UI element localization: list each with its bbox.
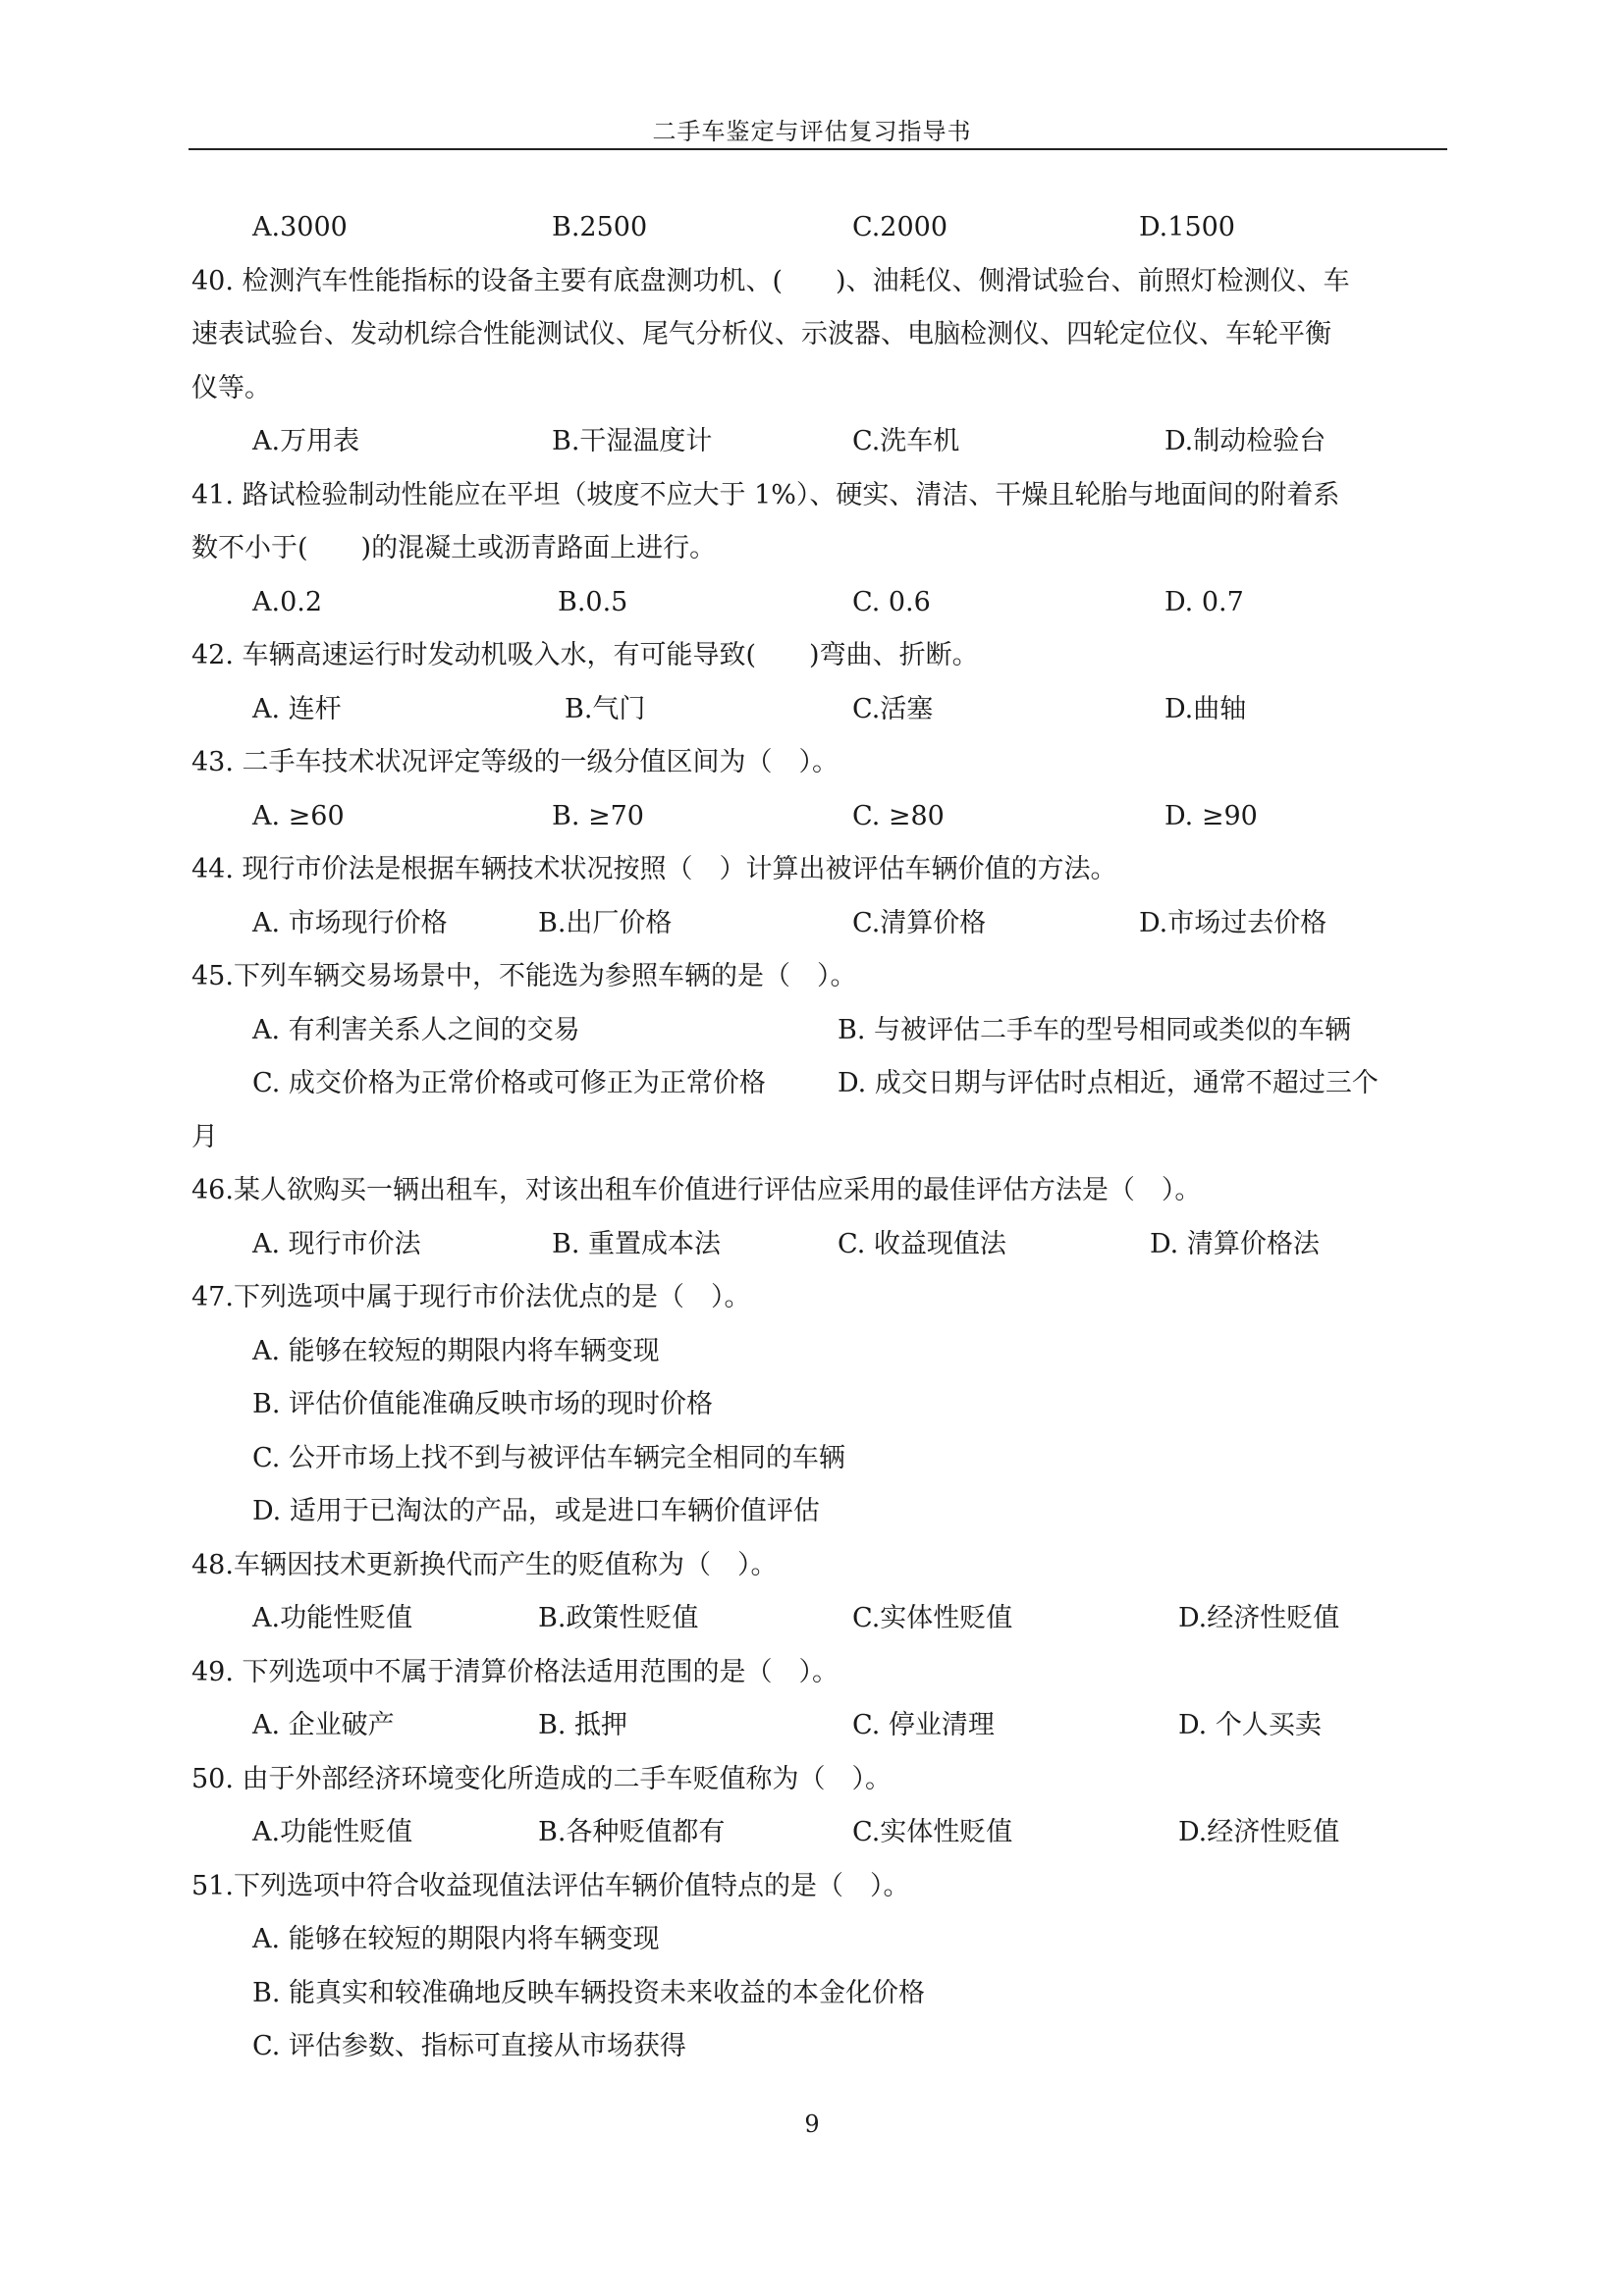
q40-stem-line1: 40. 检测汽车性能指标的设备主要有底盘测功机、( )、油耗仪、侧滑试验台、前照灯检测仪、车 [191,265,1350,296]
q50-option-a: A.功能性贬值 [252,1817,413,1847]
q47-option-b-row [189,1378,1456,1432]
q47-option-c-row [189,1432,1456,1486]
q40-options [189,415,1456,469]
q44-option-c: C.清算价格 [852,907,987,938]
q51-option-c: C. 评估参数、指标可直接从市场获得 [252,2031,686,2061]
q45-option-a: A. 有利害关系人之间的交易 [252,1014,580,1045]
q46-option-a: A. 现行市价法 [252,1228,421,1259]
q44-option-b: B.出厂价格 [538,907,673,938]
q48-option-c: C.实体性贬值 [852,1603,1013,1633]
q43-option-c: C. ≥80 [852,800,945,831]
q40-option-a: A.万用表 [252,426,360,456]
q40-stem-line2: 速表试验台、发动机综合性能测试仪、尾气分析仪、示波器、电脑检测仪、四轮定位仪、车轮平衡 [191,319,1331,349]
q41-stem-line2: 数不小于( )的混凝土或沥青路面上进行。 [191,533,717,563]
q49-option-d: D. 个人买卖 [1178,1710,1322,1740]
q46-option-b: B. 重置成本法 [552,1228,722,1259]
q42-stem: 42. 车辆高速运行时发动机吸入水，有可能导致( )弯曲、折断。 [191,640,979,670]
q51-option-b: B. 能真实和较准确地反映车辆投资未来收益的本金化价格 [252,1977,926,2008]
q45-options-row2 [189,1057,1456,1111]
q41-option-d: D. 0.7 [1164,586,1244,617]
q47-option-a-row [189,1325,1456,1379]
q46-option-c: C. 收益现值法 [838,1228,1006,1259]
q41-option-c: C. 0.6 [852,586,931,617]
q45-stem: 45.下列车辆交易场景中，不能选为参照车辆的是（ ）。 [191,961,857,991]
q43-options [189,790,1456,844]
q51-stem: 51.下列选项中符合收益现值法评估车辆价值特点的是（ ）。 [191,1870,910,1901]
q45-option-d: D. 成交日期与评估时点相近，通常不超过三个 [838,1068,1379,1098]
q43-option-b: B. ≥70 [552,800,644,831]
q41-options [189,576,1456,630]
q39-option-d: D.1500 [1139,212,1235,242]
q51-option-b-row [189,1967,1456,2021]
q47-option-d: D. 适用于已淘汰的产品，或是进口车辆价值评估 [252,1496,820,1526]
q45-option-d-wrap: 月 [191,1121,218,1152]
q39-option-b: B.2500 [552,212,648,242]
q40-option-b: B.干湿温度计 [552,426,713,456]
q44-options [189,897,1456,951]
header-rule [189,148,1447,150]
q40-stem-line3: 仪等。 [191,372,271,403]
q45-option-b: B. 与被评估二手车的型号相同或类似的车辆 [838,1014,1352,1045]
question-list [189,201,1456,2074]
q42-option-a: A. 连杆 [252,693,342,724]
q41-option-b: B.0.5 [558,586,628,617]
q39-option-a: A.3000 [252,212,348,242]
q42-option-c: C.活塞 [852,693,934,724]
q47-option-c: C. 公开市场上找不到与被评估车辆完全相同的车辆 [252,1442,845,1473]
q43-option-a: A. ≥60 [252,800,345,831]
q49-option-b: B. 抵押 [538,1710,628,1740]
q48-option-a: A.功能性贬值 [252,1603,413,1633]
q44-stem: 44. 现行市价法是根据车辆技术状况按照（ ）计算出被评估车辆价值的方法。 [191,854,1117,884]
q48-options [189,1592,1456,1646]
q40-option-c: C.洗车机 [852,426,960,456]
q50-option-b: B.各种贬值都有 [538,1817,726,1847]
q51-option-c-row [189,2020,1456,2074]
q41-stem-line1: 41. 路试检验制动性能应在平坦（坡度不应大于 1%）、硬实、清洁、干燥且轮胎与地面间的附着系 [191,479,1340,510]
q49-stem: 49. 下列选项中不属于清算价格法适用范围的是（ ）。 [191,1656,839,1687]
q51-option-a-row [189,1913,1456,1967]
q49-options [189,1699,1456,1753]
q47-option-b: B. 评估价值能准确反映市场的现时价格 [252,1389,714,1419]
q39-option-c: C.2000 [852,212,947,242]
q40-option-d: D.制动检验台 [1164,426,1326,456]
q45-options-row1 [189,1004,1456,1058]
q47-option-d-row [189,1485,1456,1539]
q49-option-a: A. 企业破产 [252,1710,395,1740]
q42-option-b: B.气门 [565,693,646,724]
q43-option-d: D. ≥90 [1164,800,1258,831]
q50-option-c: C.实体性贬值 [852,1817,1013,1847]
q41-option-a: A.0.2 [252,586,323,617]
q42-option-d: D.曲轴 [1164,693,1247,724]
running-header: 二手车鉴定与评估复习指导书 [652,118,972,145]
q39-options [189,201,1456,255]
q47-option-a: A. 能够在较短的期限内将车辆变现 [252,1335,660,1366]
q50-option-d: D.经济性贬值 [1178,1817,1340,1847]
q43-stem: 43. 二手车技术状况评定等级的一级分值区间为（ ）。 [191,747,839,777]
q51-option-a: A. 能够在较短的期限内将车辆变现 [252,1924,660,1954]
q46-stem: 46.某人欲购买一辆出租车，对该出租车价值进行评估应采用的最佳评估方法是（ ）。 [191,1175,1202,1205]
q44-option-d: D.市场过去价格 [1139,907,1327,938]
q42-options [189,683,1456,737]
q45-option-c: C. 成交价格为正常价格或可修正为正常价格 [252,1068,766,1098]
q49-option-c: C. 停业清理 [852,1710,995,1740]
q47-stem: 47.下列选项中属于现行市价法优点的是（ ）。 [191,1282,751,1312]
q48-stem: 48.车辆因技术更新换代而产生的贬值称为（ ）。 [191,1549,778,1580]
q44-option-a: A. 市场现行价格 [252,907,448,938]
q50-options [189,1806,1456,1860]
q46-options [189,1218,1456,1272]
q46-option-d: D. 清算价格法 [1150,1228,1320,1259]
q48-option-b: B.政策性贬值 [538,1603,699,1633]
q50-stem: 50. 由于外部经济环境变化所造成的二手车贬值称为（ ）。 [191,1763,893,1794]
q48-option-d: D.经济性贬值 [1178,1603,1340,1633]
page-number: 9 [804,2110,820,2138]
